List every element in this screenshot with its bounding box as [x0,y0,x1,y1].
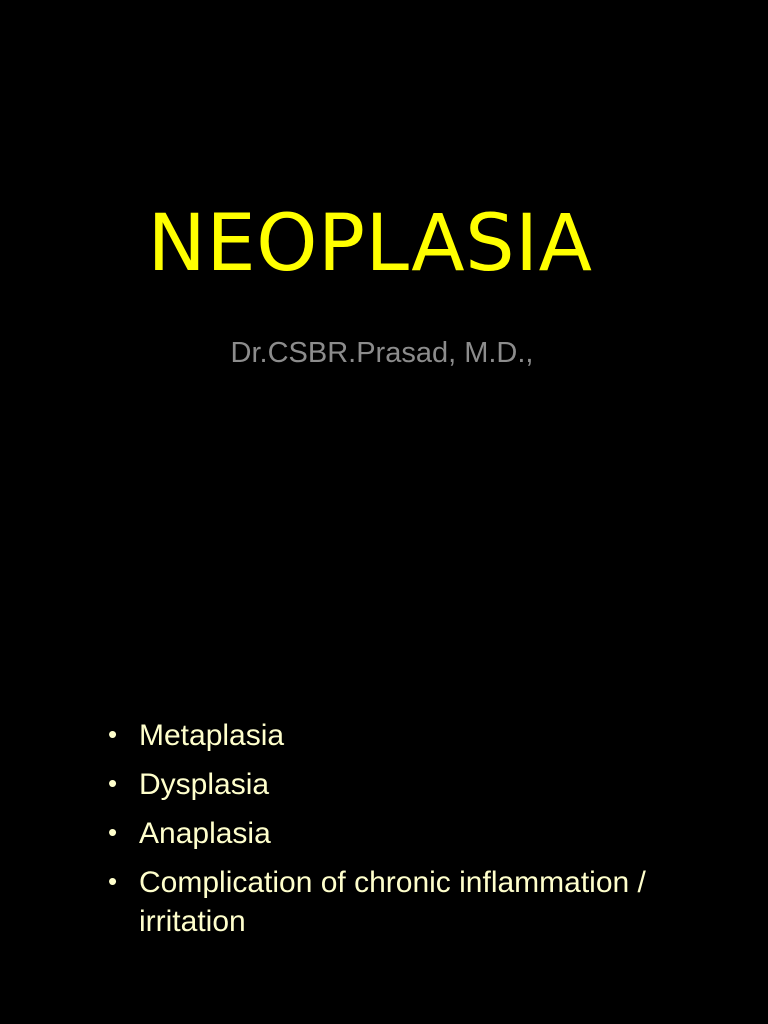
bullet-item [106,765,746,804]
bullet-text: Anaplasia [139,817,271,850]
bullet-item [106,814,746,853]
bullet-text: Dysplasia [139,768,270,801]
slide-title: NEOPLASIA [147,199,593,289]
bullet-dot-icon: • [108,719,118,749]
bullet-item [106,863,746,941]
bullet-list [106,716,746,951]
bullet-text: Metaplasia [139,719,285,752]
bullet-dot-icon: • [108,768,118,798]
bullet-dot-icon: • [108,817,118,847]
bullet-item [106,716,746,755]
slide-subtitle-author: Dr.CSBR.Prasad, M.D., [230,337,534,369]
bullet-text: Complication of chronic inflammation / irritation [139,866,646,938]
bullet-dot-icon: • [108,866,118,896]
